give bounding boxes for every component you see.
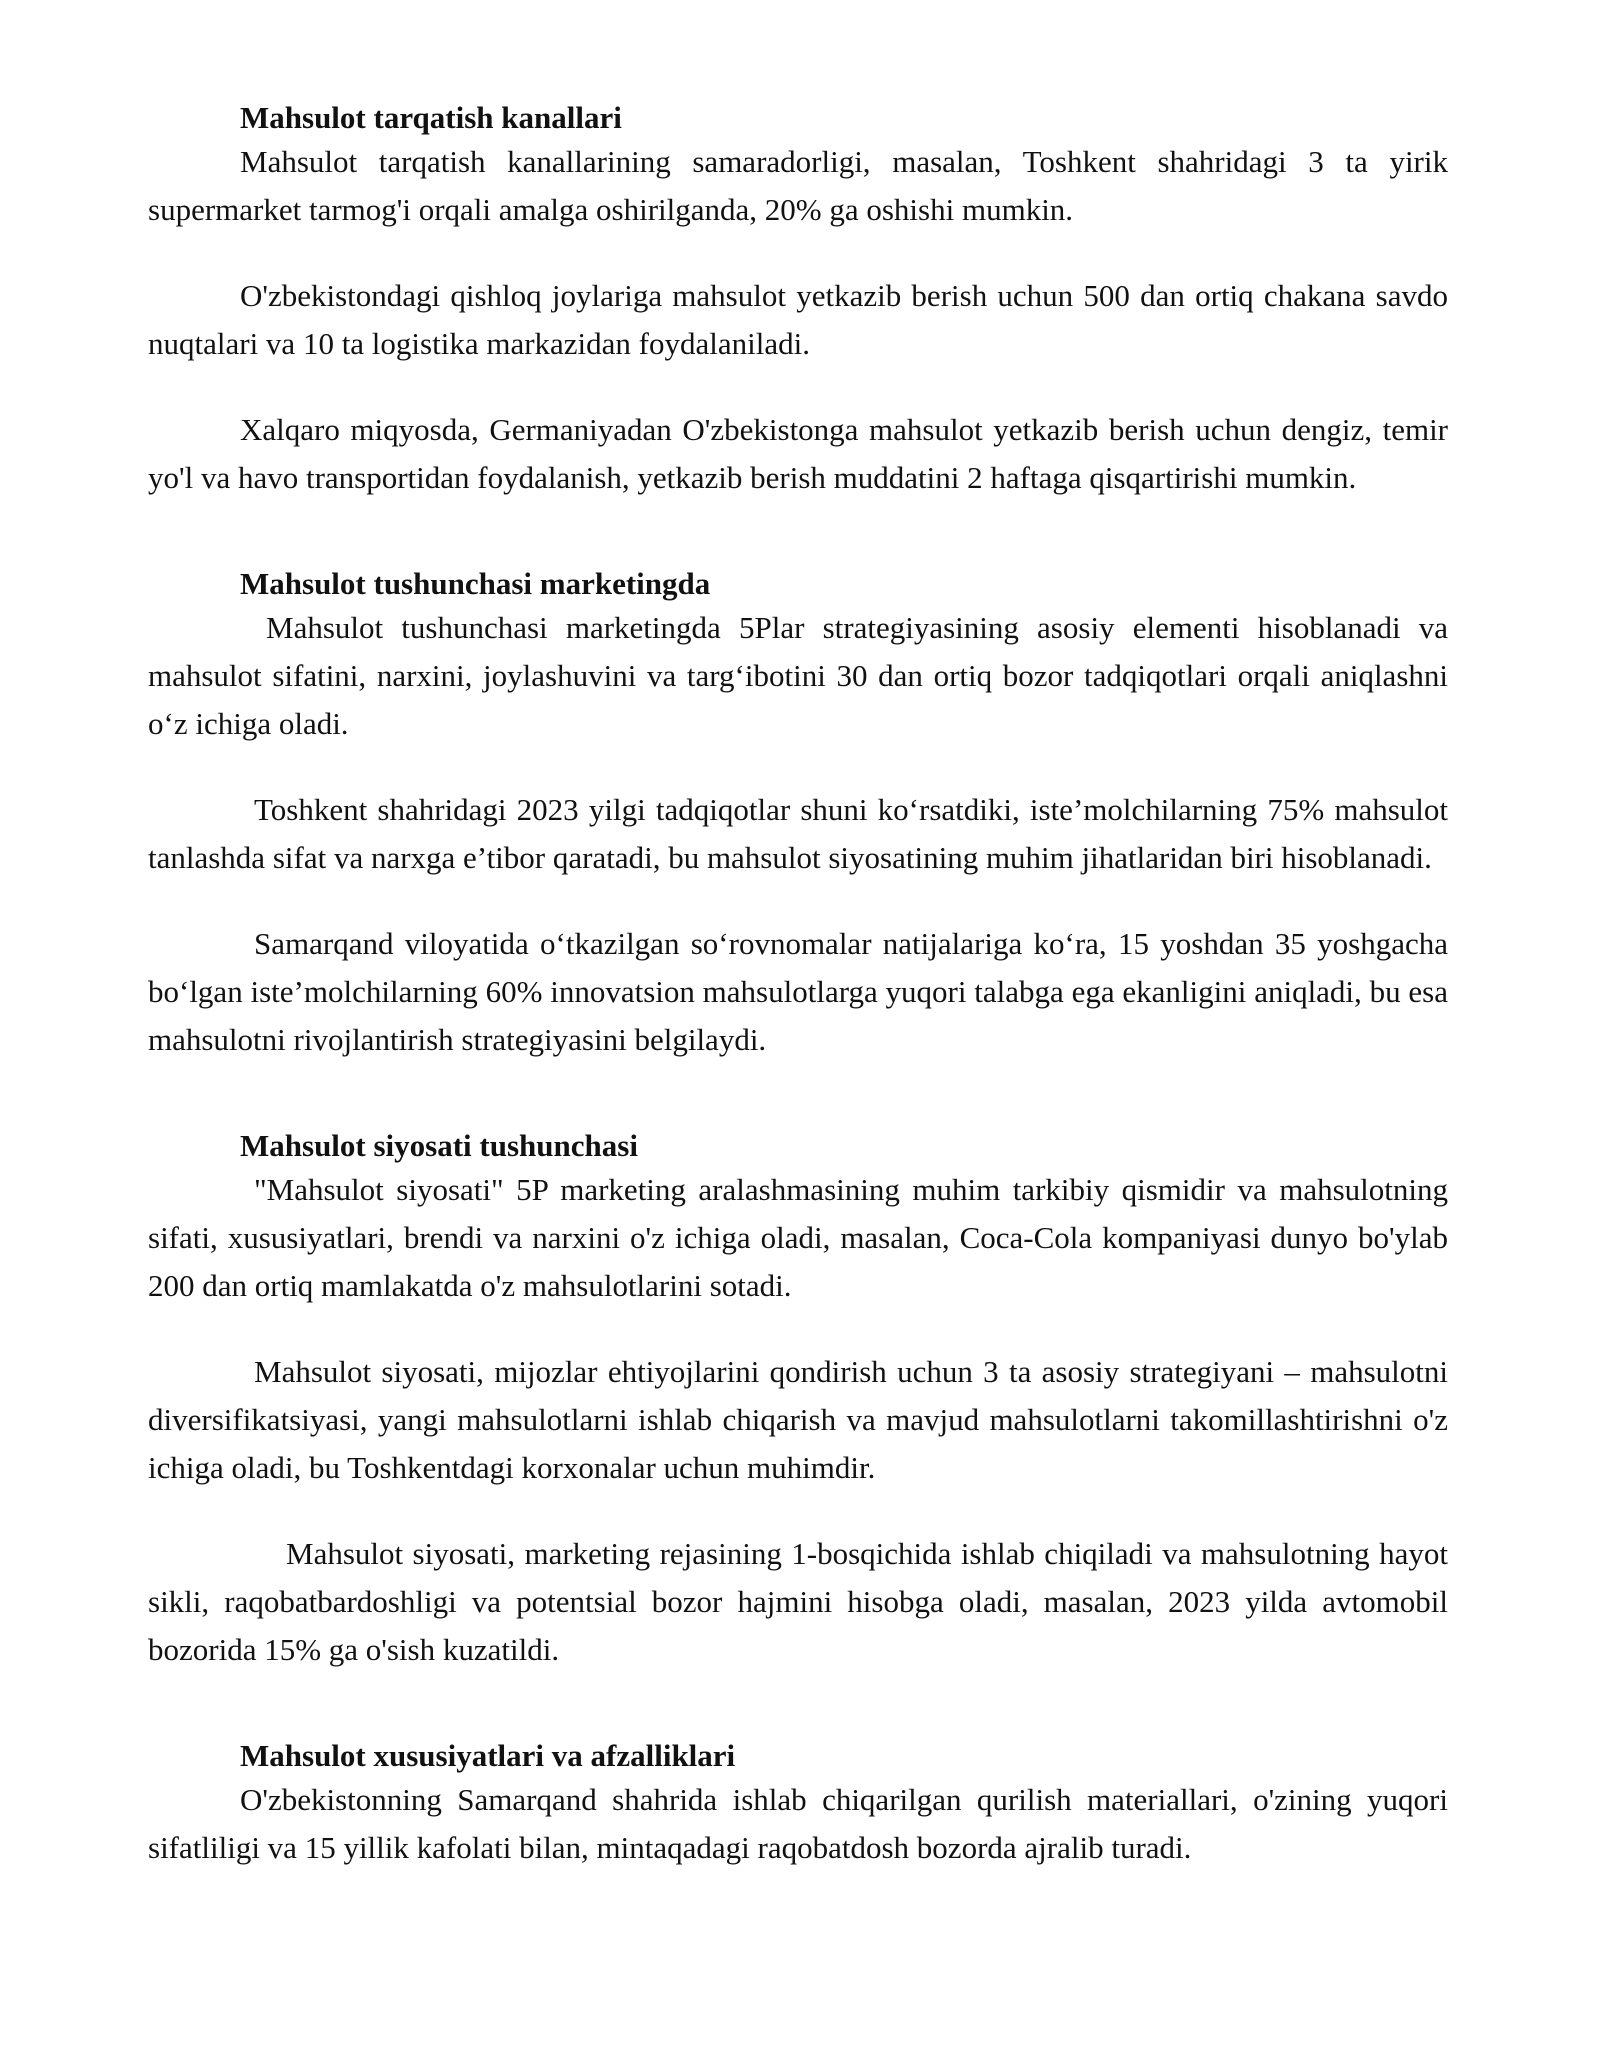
paragraph: "Mahsulot siyosati" 5P marketing aralashmasining muhim tarkibiy qismidir va mahsulotning sifati, xususiyatlari, brendi va narxini o'z ichiga oladi, masalan, Coca-Cola kompaniyasi dunyo bo'ylab 200 dan ortiq mamlakatda o'z mahsulotlarini sotadi. [148, 1172, 1448, 1303]
document-page [148, 98, 1448, 1872]
section-heading: Mahsulot tarqatish kanallari [240, 100, 622, 135]
paragraph: Mahsulot siyosati, mijozlar ehtiyojlarini qondirish uchun 3 ta asosiy strategiyani – mahsulotni diversifikatsiyasi, yangi mahsulotlarni ishlab chiqarish va mavjud mahsulotlarni takomillashtirishni o'z ichiga oladi, bu Toshkentdagi korxonalar uchun muhimdir. [148, 1354, 1448, 1485]
paragraph: Mahsulot tushunchasi marketingda 5Plar strategiyasining asosiy elementi hisoblanadi va mahsulot sifatini, narxini, joylashuvini va targ‘ibotini 30 dan ortiq bozor tadqiqotlari orqali aniqlashni o‘z ichiga oladi. [148, 610, 1448, 741]
paragraph: O'zbekistonning Samarqand shahrida ishlab chiqarilgan qurilish materiallari, o'zining yuqori sifatliligi va 15 yillik kafolati bilan, mintaqadagi raqobatdosh bozorda ajralib turadi. [148, 1782, 1448, 1865]
section-heading: Mahsulot siyosati tushunchasi [240, 1128, 638, 1163]
section-product-concept [148, 564, 1448, 1064]
paragraph: Mahsulot siyosati, marketing rejasining 1-bosqichida ishlab chiqiladi va mahsulotning hayot sikli, raqobatbardoshligi va potentsial bozor hajmini hisobga oladi, masalan, 2023 yilda avtomobil bozorida 15% ga o'sish kuzatildi. [148, 1536, 1448, 1667]
section-product-policy [148, 1126, 1448, 1674]
paragraph: O'zbekistondagi qishloq joylariga mahsulot yetkazib berish uchun 500 dan ortiq chakana savdo nuqtalari va 10 ta logistika markazidan foydalaniladi. [148, 278, 1448, 361]
section-heading: Mahsulot tushunchasi marketingda [240, 566, 711, 601]
paragraph: Samarqand viloyatida o‘tkazilgan so‘rovnomalar natijalariga ko‘ra, 15 yoshdan 35 yoshgacha bo‘lgan iste’molchilarning 60% innovatsion mahsulotlarga yuqori talabga ega ekanligini aniqladi, bu esa mahsulotni rivojlantirish strategiyasini belgilaydi. [148, 926, 1448, 1057]
paragraph: Toshkent shahridagi 2023 yilgi tadqiqotlar shuni ko‘rsatdiki, iste’molchilarning 75% mahsulot tanlashda sifat va narxga e’tibor qaratadi, bu mahsulot siyosatining muhim jihatlaridan biri hisoblanadi. [148, 792, 1448, 875]
paragraph: Xalqaro miqyosda, Germaniyadan O'zbekistonga mahsulot yetkazib berish uchun dengiz, temir yo'l va havo transportidan foydalanish, yetkazib berish muddatini 2 haftaga qisqartirishi mumkin. [148, 412, 1448, 495]
section-heading: Mahsulot xususiyatlari va afzalliklari [240, 1738, 736, 1773]
section-distribution-channels [148, 98, 1448, 502]
paragraph: Mahsulot tarqatish kanallarining samaradorligi, masalan, Toshkent shahridagi 3 ta yirik supermarket tarmog'i orqali amalga oshirilganda, 20% ga oshishi mumkin. [148, 144, 1448, 227]
section-product-features [148, 1736, 1448, 1872]
